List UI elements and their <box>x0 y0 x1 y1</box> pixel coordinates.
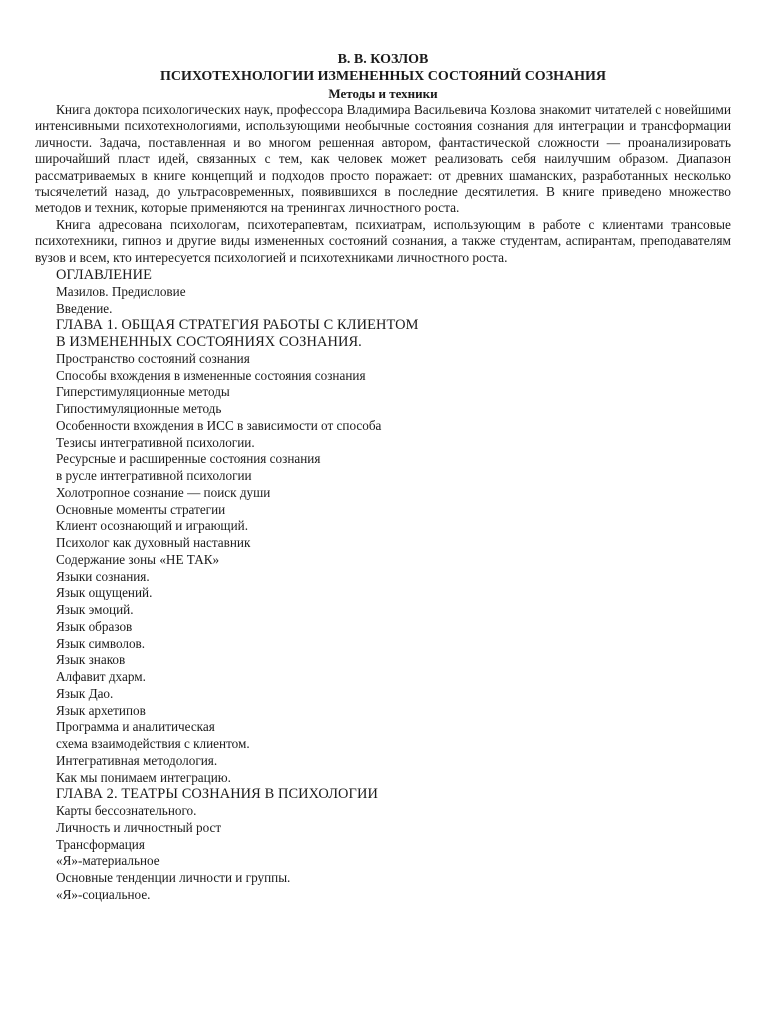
document-page <box>35 52 731 904</box>
toc-entry: «Я»-социальное. <box>56 886 151 902</box>
toc-entry: Основные тенденции личности и группы. <box>56 870 291 886</box>
toc-entry: Гипостимуляционные методь <box>56 401 222 417</box>
toc-entry: Как мы понимаем интеграцию. <box>56 769 231 785</box>
toc-entry: Пространство состояний сознания <box>56 350 250 366</box>
toc-entry: Основные моменты стратегии <box>56 501 226 517</box>
audience-paragraph: Книга адресована психологам, психотерапевтам, психиатрам, использующим в работе с клиентами трансовые психотехники, гипноз и другие виды измененных состояний сознания, а также студентам, аспирантам, преподавателям вузов и всем, кто интересуется психологией и психотехниками личностного роста. <box>35 216 731 265</box>
annotation-paragraph: Книга доктора психологических наук, профессора Владимира Васильевича Козлова знакомит читателей с новейшими интенсивными психотехнологиями, использующими необычные состояния сознания для интеграции и трансформации личности. Задача, поставленная и во многом решенная автором, фантастической сложности — проанализировать широчайший пласт идей, связанных с тем, как человек может реализовать себя наилучшим образом. Диапазон рассматриваемых в книге концепций и подходов просто поражает: от древних шаманских, разработанных несколько тысячелетий назад, до ультрасовременных, появившихся в последние десятилетия. В книге приведено множество методов и техник, которые применяются на тренингах личностного роста. <box>35 102 731 216</box>
toc-entry: Алфавит дхарм. <box>56 669 146 685</box>
toc-entry: Язык ощущений. <box>56 585 153 601</box>
toc-entry: Мазилов. Предисловие <box>56 283 186 299</box>
table-of-contents <box>35 267 731 904</box>
toc-entry: Введение. <box>56 300 113 316</box>
toc-entry: Язык знаков <box>56 652 126 668</box>
toc-entry: «Я»-материальное <box>56 853 160 869</box>
toc-entry: Язык архетипов <box>56 702 146 718</box>
toc-entry: Трансформация <box>56 836 145 852</box>
toc-entry: Ресурсные и расширенные состояния сознания <box>56 451 321 467</box>
toc-entry: в русле интегративной психологии <box>56 468 252 484</box>
toc-heading: ОГЛАВЛЕНИЕ <box>56 267 152 284</box>
toc-entry: Клиент осознающий и играющий. <box>56 518 248 534</box>
toc-entry: Тезисы интегративной психологии. <box>56 434 255 450</box>
book-subtitle: Методы и техники <box>328 86 438 101</box>
toc-entry: Интегративная методология. <box>56 752 218 768</box>
toc-entry: Программа и аналитическая <box>56 719 215 735</box>
toc-entry: Язык символов. <box>56 635 146 651</box>
toc-entry: Содержание зоны «НЕ ТАК» <box>56 551 220 567</box>
toc-entry: Гиперстимуляционные методы <box>56 384 230 400</box>
toc-entry: Способы вхождения в измененные состояния сознания <box>56 367 366 383</box>
toc-entry: Язык эмоций. <box>56 602 134 618</box>
toc-heading: ГЛАВА 2. ТЕАТРЫ СОЗНАНИЯ В ПСИХОЛОГИИ <box>56 786 378 803</box>
toc-entry: Карты бессознательного. <box>56 803 197 819</box>
toc-entry: Язык образов <box>56 618 133 634</box>
toc-heading: ГЛАВА 1. ОБЩАЯ СТРАТЕГИЯ РАБОТЫ С КЛИЕНТОМ <box>56 317 419 334</box>
author-name: В. В. КОЗЛОВ <box>337 52 429 67</box>
toc-entry: Языки сознания. <box>56 568 150 584</box>
toc-entry: Особенности вхождения в ИСС в зависимости от способа <box>56 417 382 433</box>
toc-entry: Личность и личностный рост <box>56 819 222 835</box>
toc-entry: Язык Дао. <box>56 685 114 701</box>
toc-entry: Холотропное сознание — поиск души <box>56 484 271 500</box>
toc-entry: Психолог как духовный наставник <box>56 535 251 551</box>
toc-heading: В ИЗМЕНЕННЫХ СОСТОЯНИЯХ СОЗНАНИЯ. <box>56 334 362 351</box>
book-title: ПСИХОТЕХНОЛОГИИ ИЗМЕНЕННЫХ СОСТОЯНИЙ СОЗНАНИЯ <box>160 69 606 84</box>
toc-entry: схема взаимодействия с клиентом. <box>56 736 250 752</box>
